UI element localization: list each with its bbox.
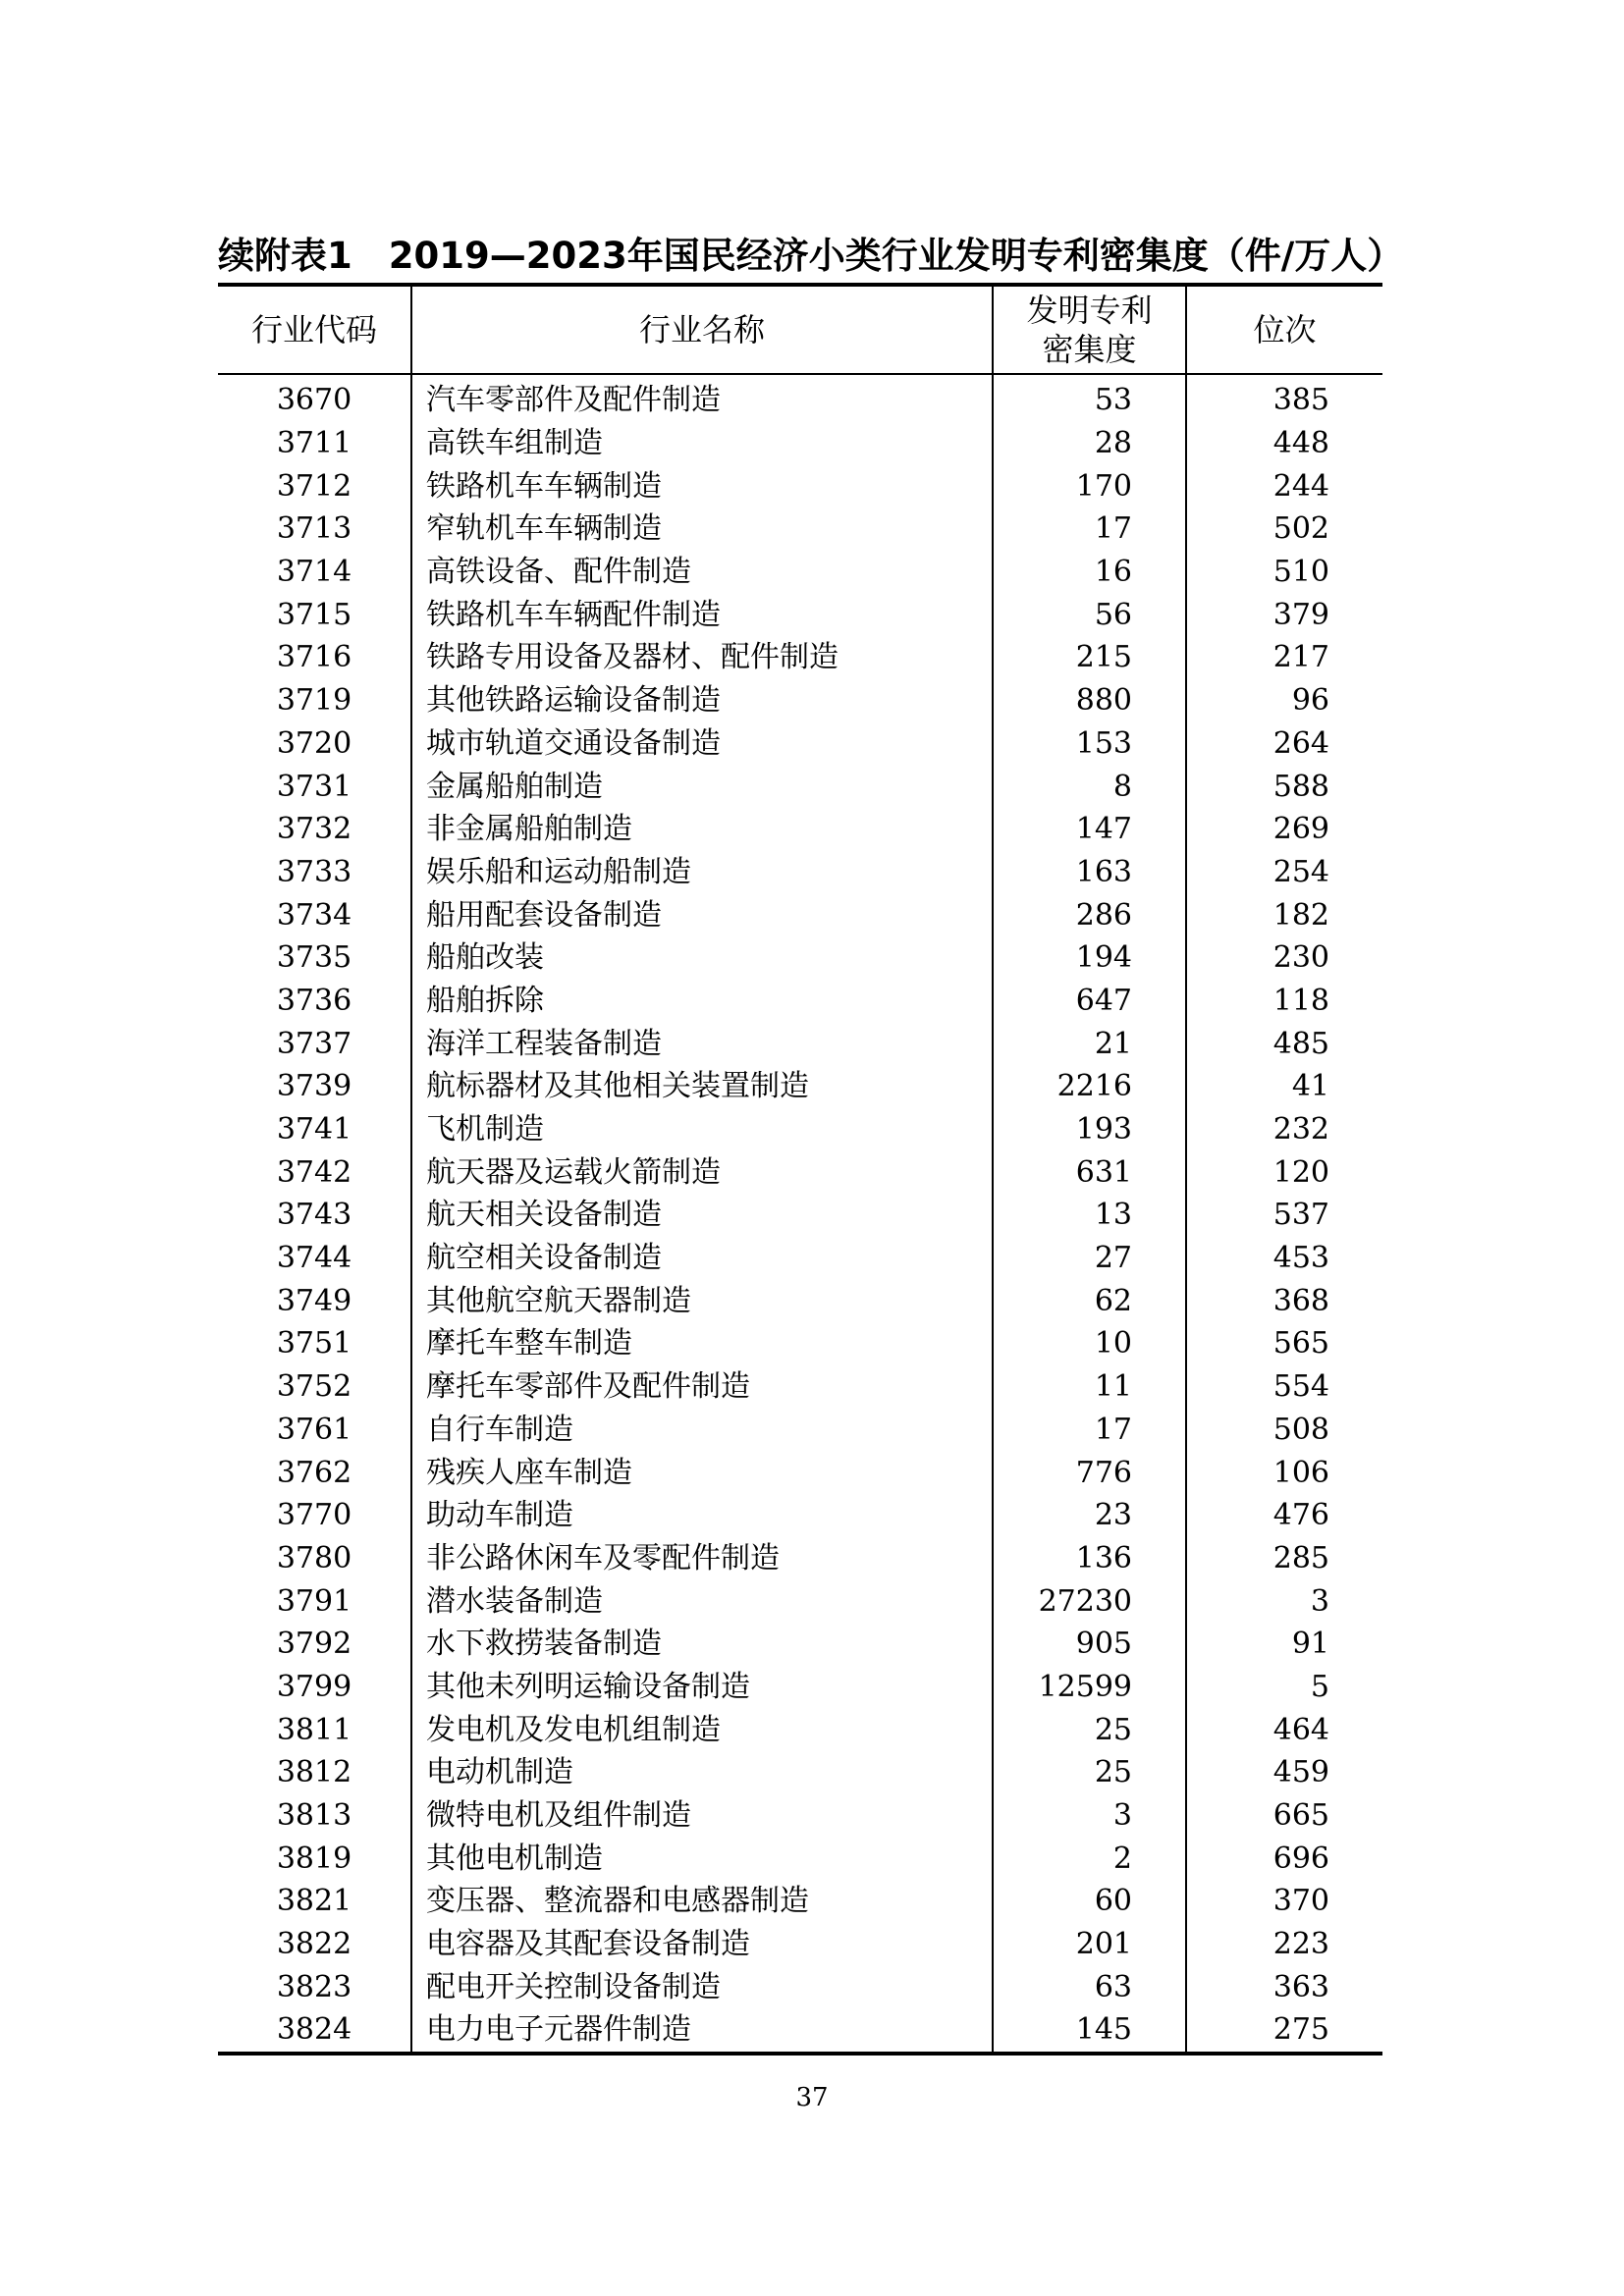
table-row <box>218 1579 1382 1623</box>
row-name: 汽车零部件及配件制造 <box>411 374 993 422</box>
row-name: 其他电机制造 <box>411 1837 993 1880</box>
row-rank: 244 <box>1186 464 1382 507</box>
row-code: 3737 <box>276 1026 352 1061</box>
row-density: 60 <box>993 1880 1186 1923</box>
row-code: 3733 <box>276 854 352 889</box>
row-name: 飞机制造 <box>411 1108 993 1151</box>
header-density-line1: 发明专利 <box>1026 292 1153 329</box>
table-row <box>218 1623 1382 1666</box>
row-rank: 269 <box>1186 808 1382 851</box>
row-name: 船舶拆除 <box>411 980 993 1023</box>
row-code: 3742 <box>276 1154 352 1190</box>
row-code: 3670 <box>276 383 352 418</box>
row-rank: 41 <box>1186 1065 1382 1108</box>
row-density: 2216 <box>993 1065 1186 1108</box>
row-rank: 385 <box>1186 374 1382 422</box>
row-density: 17 <box>993 507 1186 551</box>
table-row <box>218 551 1382 594</box>
row-name: 铁路专用设备及器材、配件制造 <box>411 636 993 679</box>
table-row <box>218 1194 1382 1237</box>
table-row <box>218 1065 1382 1108</box>
table-row <box>218 808 1382 851</box>
row-density: 53 <box>993 374 1186 422</box>
row-density: 631 <box>993 1150 1186 1194</box>
row-density: 201 <box>993 1923 1186 1966</box>
row-name: 娱乐船和运动船制造 <box>411 851 993 894</box>
table-row <box>218 1237 1382 1280</box>
row-name: 城市轨道交通设备制造 <box>411 722 993 766</box>
row-rank: 5 <box>1186 1666 1382 1709</box>
row-code: 3749 <box>276 1283 352 1318</box>
row-code: 3812 <box>276 1755 352 1790</box>
row-density: 2 <box>993 1837 1186 1880</box>
row-rank: 182 <box>1186 893 1382 936</box>
row-rank: 120 <box>1186 1150 1382 1194</box>
row-code: 3813 <box>276 1798 352 1834</box>
row-density: 136 <box>993 1537 1186 1580</box>
row-rank: 665 <box>1186 1794 1382 1838</box>
row-density: 153 <box>993 722 1186 766</box>
table-row <box>218 1451 1382 1494</box>
row-name: 发电机及发电机组制造 <box>411 1708 993 1751</box>
row-code: 3719 <box>276 683 352 719</box>
row-density: 163 <box>993 851 1186 894</box>
table-row <box>218 636 1382 679</box>
table-row <box>218 1965 1382 2008</box>
row-rank: 106 <box>1186 1451 1382 1494</box>
row-name: 摩托车整车制造 <box>411 1322 993 1365</box>
table-row <box>218 851 1382 894</box>
row-code: 3739 <box>276 1069 352 1104</box>
row-density: 647 <box>993 980 1186 1023</box>
row-density: 56 <box>993 593 1186 636</box>
row-rank: 485 <box>1186 1022 1382 1065</box>
row-rank: 448 <box>1186 422 1382 465</box>
row-rank: 230 <box>1186 936 1382 980</box>
row-density: 21 <box>993 1022 1186 1065</box>
row-code: 3824 <box>276 2012 352 2048</box>
table-row <box>218 1923 1382 1966</box>
row-rank: 502 <box>1186 507 1382 551</box>
row-name: 电动机制造 <box>411 1751 993 1794</box>
row-code: 3743 <box>276 1198 352 1233</box>
row-code: 3821 <box>276 1884 352 1919</box>
row-code: 3811 <box>276 1712 352 1747</box>
row-rank: 254 <box>1186 851 1382 894</box>
row-density: 23 <box>993 1494 1186 1537</box>
row-name: 摩托车零部件及配件制造 <box>411 1365 993 1409</box>
row-density: 215 <box>993 636 1186 679</box>
row-rank: 464 <box>1186 1708 1382 1751</box>
header-code: 行业代码 <box>218 285 411 374</box>
row-name: 航标器材及其他相关装置制造 <box>411 1065 993 1108</box>
row-rank: 3 <box>1186 1579 1382 1623</box>
row-code: 3741 <box>276 1112 352 1148</box>
row-density: 286 <box>993 893 1186 936</box>
row-name: 电力电子元器件制造 <box>411 2008 993 2054</box>
row-name: 潜水装备制造 <box>411 1579 993 1623</box>
table-row <box>218 2008 1382 2054</box>
row-density: 3 <box>993 1794 1186 1838</box>
row-name: 高铁车组制造 <box>411 422 993 465</box>
row-rank: 275 <box>1186 2008 1382 2054</box>
row-density: 147 <box>993 808 1186 851</box>
row-code: 3715 <box>276 597 352 632</box>
table-row <box>218 507 1382 551</box>
row-density: 11 <box>993 1365 1186 1409</box>
row-code: 3711 <box>276 426 352 461</box>
row-density: 194 <box>993 936 1186 980</box>
row-name: 航天相关设备制造 <box>411 1194 993 1237</box>
table-row <box>218 893 1382 936</box>
row-code: 3731 <box>276 769 352 804</box>
row-density: 63 <box>993 1965 1186 2008</box>
row-density: 17 <box>993 1409 1186 1452</box>
row-rank: 508 <box>1186 1409 1382 1452</box>
row-code: 3714 <box>276 555 352 590</box>
row-density: 28 <box>993 422 1186 465</box>
row-name: 水下救捞装备制造 <box>411 1623 993 1666</box>
table-body <box>218 374 1382 2054</box>
row-name: 配电开关控制设备制造 <box>411 1965 993 2008</box>
row-rank: 379 <box>1186 593 1382 636</box>
row-name: 铁路机车车辆配件制造 <box>411 593 993 636</box>
table-row <box>218 593 1382 636</box>
table-row <box>218 722 1382 766</box>
row-code: 3736 <box>276 983 352 1018</box>
row-density: 145 <box>993 2008 1186 2054</box>
table-header-row <box>218 285 1382 374</box>
row-rank: 96 <box>1186 679 1382 722</box>
row-density: 25 <box>993 1708 1186 1751</box>
row-code: 3712 <box>276 468 352 504</box>
row-code: 3751 <box>276 1326 352 1362</box>
table-row <box>218 1365 1382 1409</box>
row-rank: 453 <box>1186 1237 1382 1280</box>
header-density-line2: 密集度 <box>1042 331 1137 368</box>
table-row <box>218 1279 1382 1322</box>
row-density: 62 <box>993 1279 1186 1322</box>
table-row <box>218 765 1382 808</box>
page-number: 37 <box>795 2083 829 2112</box>
row-name: 变压器、整流器和电感器制造 <box>411 1880 993 1923</box>
table-row <box>218 1666 1382 1709</box>
row-name: 海洋工程装备制造 <box>411 1022 993 1065</box>
row-density: 16 <box>993 551 1186 594</box>
row-density: 776 <box>993 1451 1186 1494</box>
table-row <box>218 1022 1382 1065</box>
row-density: 8 <box>993 765 1186 808</box>
table-row <box>218 1322 1382 1365</box>
row-name: 铁路机车车辆制造 <box>411 464 993 507</box>
row-name: 非金属船舶制造 <box>411 808 993 851</box>
row-code: 3761 <box>276 1412 352 1447</box>
row-name: 船用配套设备制造 <box>411 893 993 936</box>
table-row <box>218 1108 1382 1151</box>
row-name: 自行车制造 <box>411 1409 993 1452</box>
row-rank: 285 <box>1186 1537 1382 1580</box>
row-rank: 217 <box>1186 636 1382 679</box>
row-code: 3823 <box>276 1969 352 2004</box>
row-rank: 537 <box>1186 1194 1382 1237</box>
row-code: 3819 <box>276 1841 352 1876</box>
row-density: 27230 <box>993 1579 1186 1623</box>
row-name: 其他未列明运输设备制造 <box>411 1666 993 1709</box>
row-name: 其他航空航天器制造 <box>411 1279 993 1322</box>
table-title: 续附表1 2019—2023年国民经济小类行业发明专利密集度（件/万人） <box>218 235 1404 277</box>
header-rank: 位次 <box>1186 285 1382 374</box>
row-rank: 476 <box>1186 1494 1382 1537</box>
table-row <box>218 1150 1382 1194</box>
table-row <box>218 374 1382 422</box>
row-code: 3752 <box>276 1369 352 1405</box>
row-density: 10 <box>993 1322 1186 1365</box>
row-density: 13 <box>993 1194 1186 1237</box>
row-rank: 696 <box>1186 1837 1382 1880</box>
row-name: 助动车制造 <box>411 1494 993 1537</box>
row-rank: 118 <box>1186 980 1382 1023</box>
row-density: 880 <box>993 679 1186 722</box>
header-density <box>993 285 1186 374</box>
row-density: 170 <box>993 464 1186 507</box>
row-density: 25 <box>993 1751 1186 1794</box>
row-rank: 370 <box>1186 1880 1382 1923</box>
row-rank: 554 <box>1186 1365 1382 1409</box>
row-code: 3735 <box>276 940 352 976</box>
table-row <box>218 1708 1382 1751</box>
row-code: 3799 <box>276 1669 352 1704</box>
patent-density-table <box>218 283 1382 2056</box>
row-name: 高铁设备、配件制造 <box>411 551 993 594</box>
row-rank: 91 <box>1186 1623 1382 1666</box>
row-density: 12599 <box>993 1666 1186 1709</box>
row-density: 193 <box>993 1108 1186 1151</box>
row-density: 27 <box>993 1237 1186 1280</box>
row-name: 电容器及其配套设备制造 <box>411 1923 993 1966</box>
table-row <box>218 679 1382 722</box>
row-name: 非公路休闲车及零配件制造 <box>411 1537 993 1580</box>
row-rank: 232 <box>1186 1108 1382 1151</box>
table-row <box>218 1837 1382 1880</box>
row-code: 3744 <box>276 1241 352 1276</box>
row-rank: 510 <box>1186 551 1382 594</box>
row-code: 3822 <box>276 1927 352 1962</box>
row-code: 3770 <box>276 1498 352 1533</box>
row-name: 航空相关设备制造 <box>411 1237 993 1280</box>
row-density: 905 <box>993 1623 1186 1666</box>
row-rank: 363 <box>1186 1965 1382 2008</box>
row-name: 窄轨机车车辆制造 <box>411 507 993 551</box>
table-row <box>218 1794 1382 1838</box>
row-name: 金属船舶制造 <box>411 765 993 808</box>
header-name: 行业名称 <box>411 285 993 374</box>
row-rank: 588 <box>1186 765 1382 808</box>
row-name: 残疾人座车制造 <box>411 1451 993 1494</box>
row-code: 3780 <box>276 1540 352 1575</box>
row-name: 其他铁路运输设备制造 <box>411 679 993 722</box>
row-code: 3716 <box>276 640 352 675</box>
row-name: 航天器及运载火箭制造 <box>411 1150 993 1194</box>
row-code: 3762 <box>276 1455 352 1490</box>
row-rank: 459 <box>1186 1751 1382 1794</box>
row-name: 船舶改装 <box>411 936 993 980</box>
data-table-container <box>218 283 1382 2056</box>
table-row <box>218 1537 1382 1580</box>
table-row <box>218 1409 1382 1452</box>
table-row <box>218 1880 1382 1923</box>
row-code: 3792 <box>276 1627 352 1662</box>
table-row <box>218 422 1382 465</box>
row-code: 3713 <box>276 511 352 547</box>
row-code: 3734 <box>276 897 352 933</box>
row-code: 3732 <box>276 812 352 847</box>
row-code: 3791 <box>276 1583 352 1619</box>
row-rank: 223 <box>1186 1923 1382 1966</box>
table-row <box>218 1494 1382 1537</box>
row-rank: 368 <box>1186 1279 1382 1322</box>
table-row <box>218 936 1382 980</box>
table-row <box>218 980 1382 1023</box>
table-row <box>218 464 1382 507</box>
table-row <box>218 1751 1382 1794</box>
row-name: 微特电机及组件制造 <box>411 1794 993 1838</box>
row-code: 3720 <box>276 725 352 761</box>
row-rank: 264 <box>1186 722 1382 766</box>
row-rank: 565 <box>1186 1322 1382 1365</box>
